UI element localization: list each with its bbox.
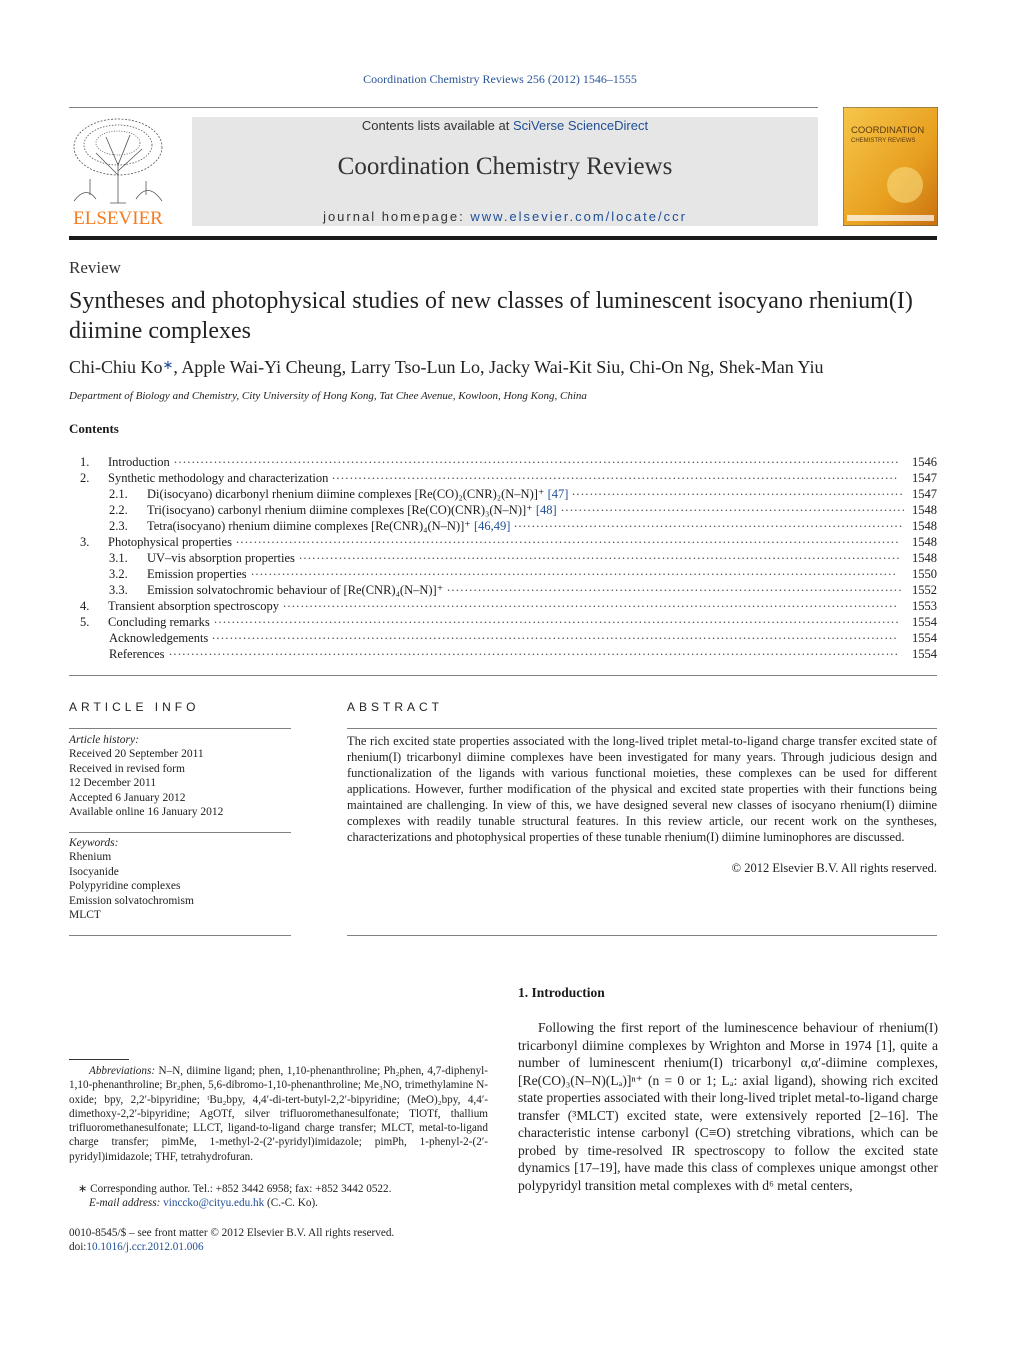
toc-title: Tetra(isocyano) rhenium diimine complexes [Re(CNR)₄(N–N)]⁺ [46,49]	[147, 519, 511, 533]
keyword: MLCT	[69, 909, 101, 922]
toc-number: 3.	[80, 535, 90, 549]
journal-homepage: journal homepage: www.elsevier.com/locate/ccr	[323, 209, 687, 224]
toc-title: Concluding remarks	[108, 615, 210, 629]
history-received: Received 20 September 2011	[69, 748, 204, 761]
toc-title: Transient absorption spectroscopy	[108, 599, 280, 613]
header-thick-rule	[69, 236, 937, 240]
toc-title: Acknowledgements	[109, 631, 209, 645]
introduction-heading: 1. Introduction	[518, 985, 605, 1000]
toc-page-number: 1548	[912, 551, 937, 565]
history-revised-date: 12 December 2011	[69, 777, 157, 790]
toc-number: 2.1.	[109, 487, 128, 501]
abstract-rule	[347, 728, 937, 729]
toc-leader-dots: ...........................................................................................................................................................	[212, 628, 898, 642]
toc-number: 2.2.	[109, 503, 128, 517]
elsevier-logo[interactable]	[66, 115, 170, 227]
corresponding-author: ∗ Corresponding author. Tel.: +852 3442 6958; fax: +852 3442 0522.	[78, 1183, 392, 1195]
article-info-rule	[69, 728, 291, 729]
corresponding-mark[interactable]: ∗	[162, 357, 174, 372]
author-list	[69, 357, 824, 378]
contents-heading: Contents	[69, 421, 119, 436]
toc-number: 1.	[80, 455, 90, 469]
toc-leader-dots: ........................................................................................................................................	[299, 548, 901, 562]
article-type: Review	[69, 258, 121, 277]
keyword: Rhenium	[69, 851, 112, 864]
toc-leader-dots: ................................................................................................................................	[332, 468, 899, 482]
toc-page-number: 1548	[912, 535, 937, 549]
keywords-label: Keywords:	[69, 837, 119, 849]
abstract-copyright: © 2012 Elsevier B.V. All rights reserved.	[731, 861, 937, 875]
toc-leader-dots: .......................................................................................................	[447, 580, 903, 594]
toc-title: Photophysical properties	[108, 535, 232, 549]
abstract-bottom-rule	[347, 935, 937, 936]
toc-leader-dots: ......................................................................................................................................................	[236, 532, 900, 546]
history-revised-label: Received in revised form	[69, 762, 185, 775]
toc-page-number: 1553	[912, 599, 937, 613]
toc-title: References	[109, 647, 165, 661]
toc-reference-link[interactable]: [47]	[547, 487, 569, 501]
email-line: E-mail address: vinccko@cityu.edu.hk (C.-C. Ko).	[89, 1197, 318, 1209]
journal-cover[interactable]	[843, 107, 938, 226]
toc-page-number: 1550	[912, 567, 937, 581]
keyword: Emission solvatochromism	[69, 894, 194, 907]
article-info-bottom-rule	[69, 935, 291, 936]
publisher-wordmark: ELSEVIER	[73, 208, 163, 227]
doi-link[interactable]: 10.1016/j.ccr.2012.01.006	[86, 1241, 204, 1253]
keyword: Isocyanide	[69, 865, 119, 878]
journal-reference[interactable]: Coordination Chemistry Reviews 256 (2012) 1546–1555	[363, 72, 637, 86]
keywords-rule	[69, 832, 291, 833]
toc-leader-dots: ...........................................................................................................................................................	[214, 612, 900, 626]
toc-page-number: 1548	[912, 519, 937, 533]
cover-title-line2: CHEMISTRY REVIEWS	[851, 138, 916, 144]
cover-image-icon	[843, 107, 938, 226]
contents-available: Contents lists available at SciVerse ScienceDirect	[361, 118, 649, 133]
toc-page-number: 1552	[912, 583, 937, 597]
keyword: Polypyridine complexes	[69, 880, 181, 893]
toc-reference-link[interactable]: [48]	[535, 503, 557, 517]
history-online: Available online 16 January 2012	[69, 806, 224, 819]
keywords	[69, 836, 291, 922]
toc-page-number: 1554	[912, 631, 937, 645]
toc-title: Emission properties	[147, 567, 247, 581]
toc-number: 5.	[80, 615, 90, 629]
toc-page-number: 1554	[912, 615, 937, 629]
toc-item[interactable]	[69, 646, 937, 662]
homepage-link[interactable]: www.elsevier.com/locate/ccr	[470, 209, 687, 224]
toc-page-number: 1546	[912, 455, 937, 469]
abstract-heading: ABSTRACT	[347, 700, 444, 714]
toc-leader-dots: .....................................................................................................................................................................	[169, 644, 900, 658]
email-link[interactable]: vinccko@cityu.edu.hk	[163, 1197, 265, 1209]
toc-page-number: 1547	[912, 471, 937, 485]
toc-leader-dots: ..............................................................................	[561, 500, 907, 514]
cover-title-line1: COORDINATION	[851, 125, 925, 136]
header-rule	[69, 107, 818, 108]
toc-number: 2.3.	[109, 519, 128, 533]
article-info-heading: ARTICLE INFO	[69, 700, 200, 714]
abbreviations-label: Abbreviations:	[89, 1065, 156, 1077]
toc-page-number: 1547	[912, 487, 937, 501]
article-title: Syntheses and photophysical studies of new classes of luminescent isocyano rhenium(I) diimine complexes	[69, 288, 913, 344]
toc-title: Tri(isocyano) carbonyl rhenium diimine complexes [Re(CO)(CNR)₃(N–N)]⁺ [48]	[147, 503, 557, 517]
contents-rule	[69, 675, 937, 676]
toc-page-number: 1548	[912, 503, 937, 517]
toc-leader-dots: ...........................................................................	[572, 484, 904, 498]
other-authors: , Apple Wai-Yi Cheung, Larry Tso-Lun Lo, Jacky Wai-Kit Siu, Chi-On Ng, Shek-Man Yiu	[173, 357, 824, 377]
toc-number: 3.1.	[109, 551, 128, 565]
toc-leader-dots: ........................................................................................	[514, 516, 904, 530]
toc-number: 3.2.	[109, 567, 128, 581]
toc-title: Emission solvatochromic behaviour of [Re(CNR)₄(N–N)]⁺	[147, 583, 444, 597]
affiliation: Department of Biology and Chemistry, City University of Hong Kong, Tat Chee Avenue, Kowloon, Hong Kong, China	[69, 390, 587, 402]
toc-title: UV–vis absorption properties	[147, 551, 295, 565]
article-history	[69, 733, 291, 819]
doi-line: doi:10.1016/j.ccr.2012.01.006	[69, 1241, 204, 1253]
history-label: Article history:	[69, 734, 139, 746]
first-author[interactable]: Chi-Chiu Ko	[69, 357, 163, 377]
toc-reference-link[interactable]: [46,49]	[474, 519, 511, 533]
journal-title: Coordination Chemistry Reviews	[337, 153, 673, 180]
history-accepted: Accepted 6 January 2012	[69, 791, 186, 804]
abbreviations-text: N–N, diimine ligand; phen, 1,10-phenanthroline; Ph₂phen, 4,7-diphenyl-1,10-phenanthroline; Br₂phen, 5,6-dibromo-1,10-phenanthroline; Me₃NO, trimethylamine N-oxide; bpy, 2,2′-bipyridine; ᵗBu₂bpy, 4,4′-di-tert-butyl-2,2′-bipyridine; (MeO)₂bpy, 4,4′-dimethoxy-2,2′-bipyridine; AgOTf, silver trifluoromethanesulfonate; TlOTf, thallium trifluoromethanesulfonate; LLCT, ligand-to-ligand charge transfer; MLCT, metal-to-ligand charge transfer; pimMe, 1-methyl-2-(2′-pyridyl)imidazole; pimPh, 1-phenyl-2-(2′-pyridyl)imidazole; THF, tetrahydrofuran.	[69, 1065, 488, 1163]
toc-leader-dots: ...........................................................................................................................................	[283, 596, 899, 610]
elsevier-tree-icon	[66, 115, 170, 227]
toc-leader-dots: ..................................................................................................................................................	[251, 564, 898, 578]
issn-line: 0010-8545/$ – see front matter © 2012 Elsevier B.V. All rights reserved.	[69, 1227, 395, 1239]
footnote-rule	[69, 1059, 129, 1060]
toc-title: Synthetic methodology and characterization	[108, 471, 329, 485]
toc-title: Introduction	[108, 455, 170, 469]
toc-title: Di(isocyano) dicarbonyl rhenium diimine complexes [Re(CO)₂(CNR)₂(N–N)]⁺ [47]	[147, 487, 569, 501]
toc-leader-dots: ....................................................................................................................................................................	[174, 452, 900, 466]
toc-number: 3.3.	[109, 583, 128, 597]
toc-number: 4.	[80, 599, 90, 613]
sciencedirect-link[interactable]: SciVerse ScienceDirect	[512, 118, 649, 133]
introduction-text: Following the first report of the luminescence behaviour of rhenium(I) tricarbonyl diimine complexes by Wrighton and Morse in 1974 [1], quite a number of luminescent rhenium(I) tricarbonyl α,α′-diimine complexes, [Re(CO)₃(N–N)(Lₐ)]ⁿ⁺ (n = 0 or 1; Lₐ: axial ligand), showing rich excited state properties associated with their long-lived triplet metal-to-ligand charge transfer (³MLCT) excited state, were extensively reported [2–16]. The characteristic intense carbonyl (C≡O) stretching vibrations, which can be probed by time-resolved IR spectroscopy to follow the excited state dynamics [17–19], have made this class of complexes unique amongst other polypyridyl transition metal complexes with d⁶ metal centers,	[518, 1020, 938, 1193]
abstract-text: The rich excited state properties associated with the long-lived triplet metal-to-ligand charge transfer excited state of rhenium(I) tricarbonyl diimine complexes have been investigated for many years. Through judicious design and functionalization of the ligands with various functional moieties, these complexes can be used for different applications. However, further modification of the physical and excited state properties with their functions being maintained are challenging. In view of this, we have designed several new classes of isocyano rhenium(I) diimine complexes with readily tunable structural features. In this review article, our recent work on the syntheses, characterizations and photophysical properties of these tunable rhenium(I) diimine luminophores are discussed.	[347, 734, 937, 844]
toc-number: 2.	[80, 471, 90, 485]
abbreviations	[69, 1064, 488, 1164]
toc-page-number: 1554	[912, 647, 937, 661]
